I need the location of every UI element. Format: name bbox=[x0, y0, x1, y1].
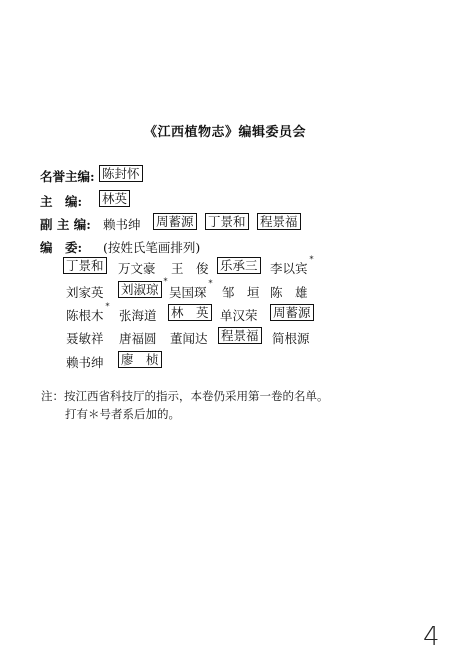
deputy-editor-name: 赖书绅 bbox=[103, 217, 141, 232]
honorary-editor-name: 陈封怀 bbox=[99, 165, 143, 182]
editors-label: 编 委: bbox=[40, 240, 83, 255]
editor-name: 程景福 bbox=[218, 327, 262, 344]
editor-name: 刘淑琼 * bbox=[118, 281, 162, 298]
editor-name: 廖 桢 bbox=[118, 351, 162, 368]
editor-name: 单汉荣 bbox=[220, 308, 258, 323]
editor-name: 陈根木 * bbox=[66, 302, 110, 323]
editor-name: 聂敏祥 bbox=[66, 331, 104, 346]
deputy-editors-label: 副 主 编: bbox=[40, 217, 91, 232]
deputy-editor-name: 丁景和 bbox=[205, 213, 249, 230]
added-later-asterisk: * bbox=[208, 279, 213, 288]
editor-name: 万文豪 bbox=[118, 261, 156, 276]
editor-name: 林 英 bbox=[168, 304, 212, 321]
editor-name: 乐承三 bbox=[217, 257, 261, 274]
page-number: 4 bbox=[423, 622, 440, 652]
added-later-asterisk: * bbox=[309, 255, 314, 264]
editor-name: 唐福圆 bbox=[119, 331, 157, 346]
footnote-line-1: 注：按江西省科技厅的指示，本卷仍采用第一卷的名单。 bbox=[41, 389, 329, 403]
added-later-asterisk: * bbox=[163, 277, 168, 286]
editors-ordering-note: (按姓氏笔画排列) bbox=[103, 240, 201, 255]
added-later-asterisk: * bbox=[105, 302, 110, 311]
page-title: 《江西植物志》编辑委员会 bbox=[143, 125, 306, 140]
footnote-line-2: 打有＊号者系后加的。 bbox=[65, 407, 180, 421]
editor-name: 赖书绅 bbox=[66, 355, 104, 370]
editor-name: 陈 雄 bbox=[270, 285, 308, 300]
editor-name: 周蓄源 bbox=[270, 304, 314, 321]
editor-name: 王 俊 bbox=[171, 261, 209, 276]
deputy-editor-name: 程景福 bbox=[257, 213, 301, 230]
honorary-editor-label: 名誉主编: bbox=[40, 169, 95, 184]
editor-name: 刘家英 bbox=[66, 285, 104, 300]
editor-name: 李以宾 * bbox=[270, 255, 314, 276]
chief-editor-label: 主 编: bbox=[40, 194, 83, 209]
editor-name: 丁景和 bbox=[63, 257, 107, 274]
editor-name: 张海道 bbox=[119, 308, 157, 323]
editor-name: 董闻达 bbox=[170, 331, 208, 346]
editor-name: 吴国琛 * bbox=[169, 279, 213, 300]
editor-name: 邹 垣 bbox=[222, 285, 260, 300]
deputy-editor-name: 周蓄源 bbox=[153, 213, 197, 230]
editor-name: 简根源 bbox=[272, 331, 310, 346]
chief-editor-name: 林英 bbox=[99, 190, 130, 207]
